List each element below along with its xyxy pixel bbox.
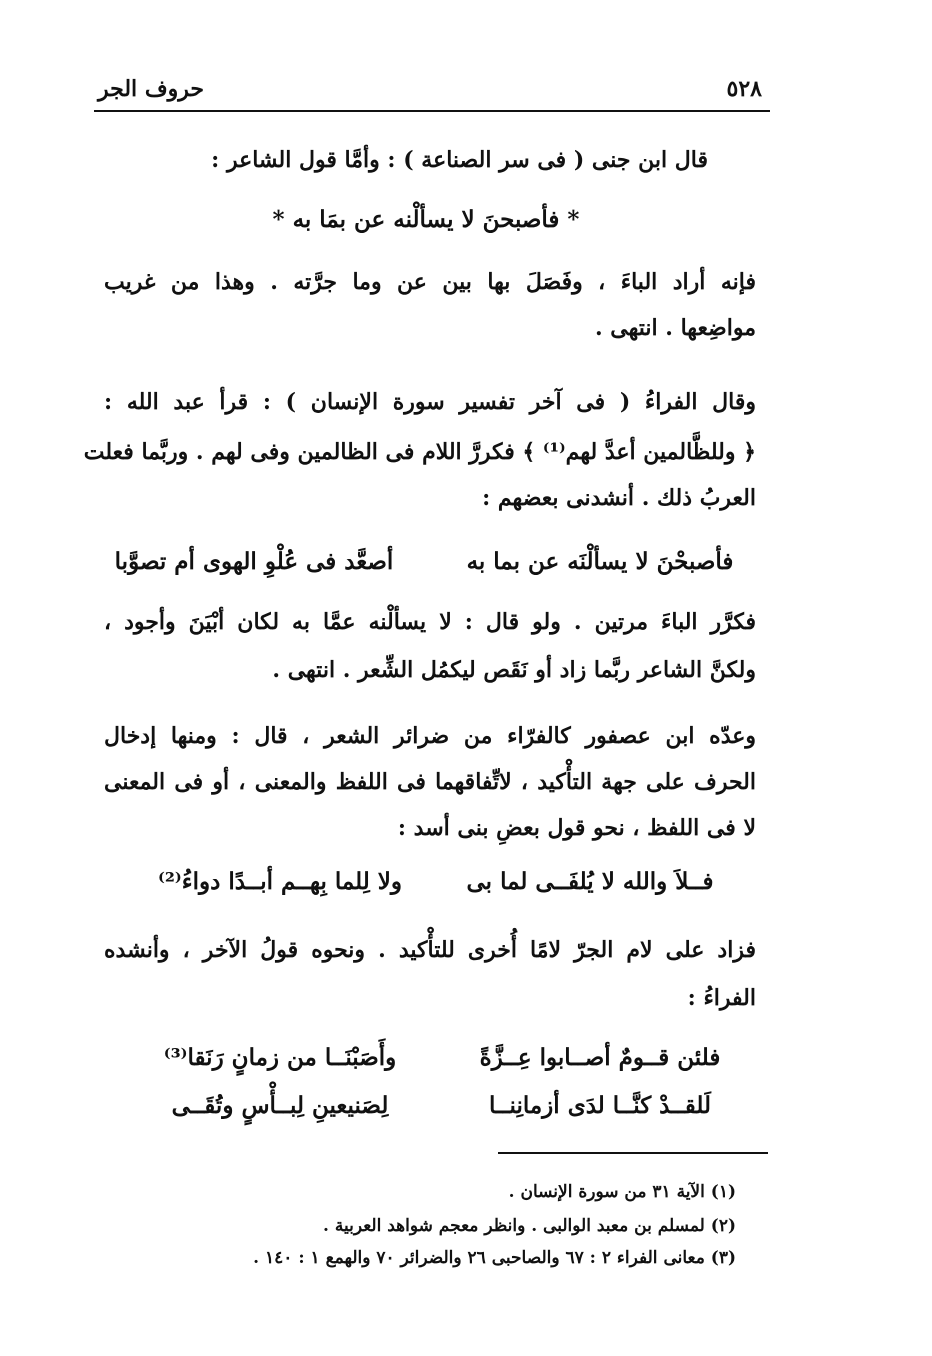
text-line: وعدّه ابن عصفور كالفرّاء من ضرائر الشعر ، قال : ومنها إدخال: [104, 723, 756, 749]
footnote: (٢) لمسلم بن معبد الوالبى . وانظر معجم شواهد العربية .: [323, 1216, 736, 1236]
verse-hemistich-second: أصعَّد فى عُلْوِ الهوى أم تصوَّبا: [114, 548, 394, 575]
verse-hemistich-first: فلئن قــومٌ أصــابوا عِــزَّةً: [479, 1044, 721, 1071]
footnote: (٣) معانى الفراء ٢ : ٦٧ والصاحبى ٢٦ والضرائر ٧٠ والهمع ١ : ١٤٠ .: [253, 1248, 736, 1268]
footnote: (١) الآية ٣١ من سورة الإنسان .: [508, 1182, 736, 1202]
verse-hemistich-second: لِصَنيعينِ لِبــأْسٍ وتُقَــى: [171, 1092, 389, 1119]
verse-hemistich-second: وأَصَبْنَــا من زمانٍ رَنَقا⁽³⁾: [163, 1044, 397, 1071]
text-line: فإنه أراد الباءَ ، وفَصَلَ بها بين عن وما جرَّته . وهذا من غريب: [104, 269, 756, 295]
text-line: ﴿ وللظَّالمين أعدَّ لهم⁽¹⁾ ﴾ فكررَّ اللام فى الظالمين وفى لهم . وربَّما فعلت: [83, 439, 756, 465]
text-line: العربُ ذلك . أنشدنى بعضهم :: [482, 485, 756, 511]
text-line: فزاد على لام الجرّ لامًا أُخرى للتأْكيد . ونحوه قولُ الآخر ، وأنشده: [104, 937, 756, 963]
page-number: ٥٢٨: [726, 76, 762, 102]
verse-hemistich-first: فــلاَ والله لا يُلفَــى لما بى: [466, 868, 714, 895]
page-header: [94, 74, 770, 112]
text-line: الفراءُ :: [687, 985, 756, 1011]
text-line: فكرَّر الباءَ مرتين . ولو قال : لا يسألْنه عمَّا به لكان أبْيَنَ وأجود ،: [104, 609, 756, 635]
running-title: حروف الجر: [98, 76, 204, 102]
verse-hemistich-first: فأصبحْنَ لا يسألْنَه عن بما به: [466, 548, 734, 575]
verse-line: * فأصبحنَ لا يسألْنه عن بمَا به *: [272, 206, 580, 233]
verse-hemistich-first: لَلقــدْ كنَّــا لدَى أزمانِنــا: [489, 1092, 711, 1119]
text-line: وقال الفراءُ ( فى آخر تفسير سورة الإنسان ) : قرأ عبد الله :: [104, 389, 756, 415]
text-line: مواضِعها . انتهى .: [594, 315, 756, 341]
text-line: لا فى اللفظ ، نحو قول بعضِ بنى أسد :: [397, 815, 756, 841]
text-line: قال ابن جنى ( فى سر الصناعة ) : وأمَّا قول الشاعر :: [211, 147, 708, 173]
text-line: الحرف على جهة التأْكيد ، لاتِّفاقهما فى اللفظ والمعنى ، أو فى المعنى: [104, 769, 756, 795]
footnote-separator: [498, 1152, 768, 1154]
verse-hemistich-second: ولا لِلما بِهــم أبــدًا دواءُ⁽²⁾: [157, 868, 403, 895]
text-line: ولكنَّ الشاعر ربَّما زاد أو نَقَص ليكمُل الشِّعر . انتهى .: [272, 657, 756, 683]
